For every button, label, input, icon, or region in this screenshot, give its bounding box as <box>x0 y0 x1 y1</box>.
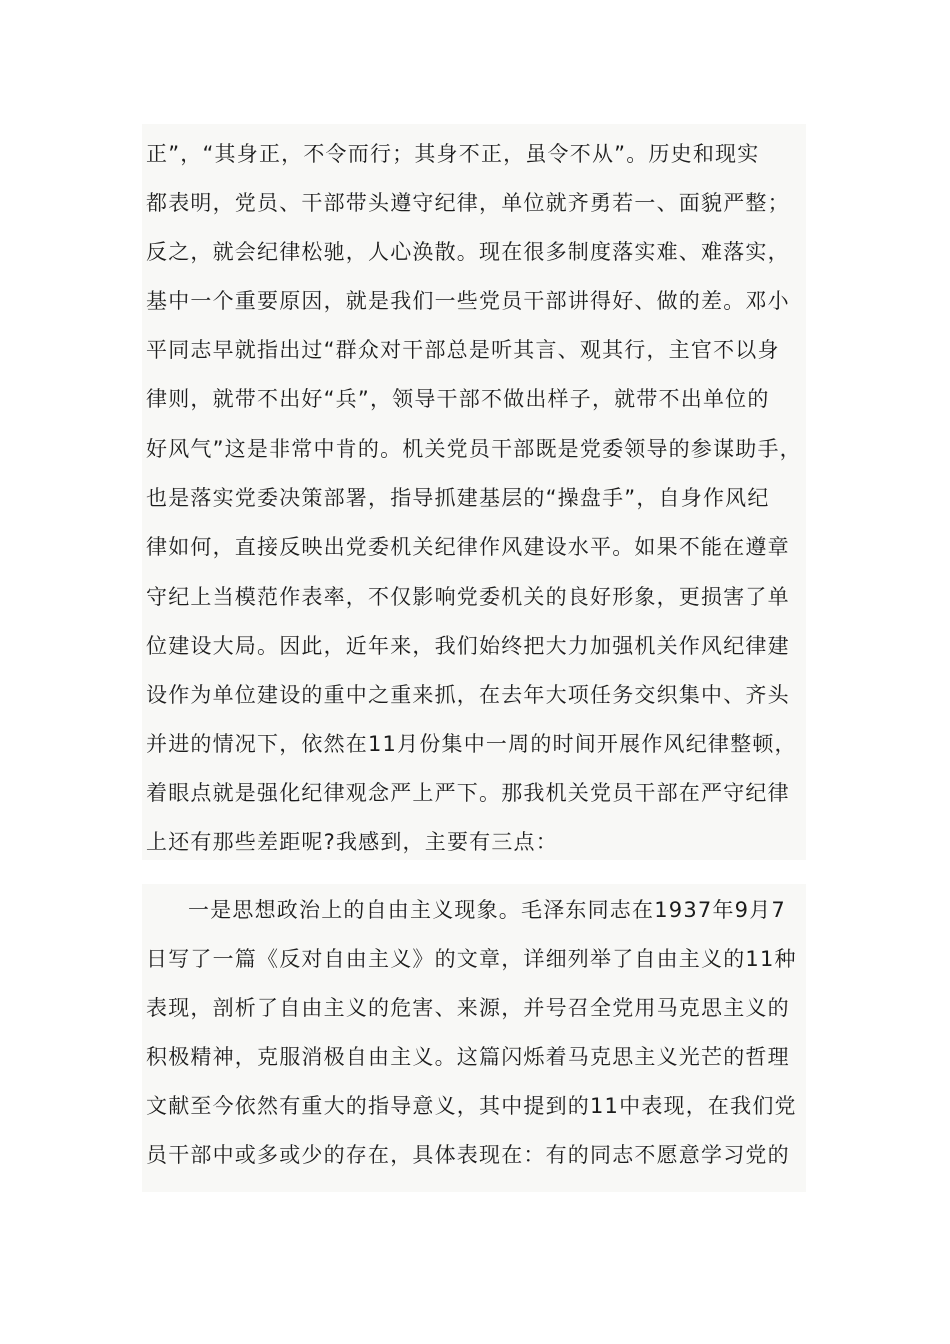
paragraph-line: 反之，就会纪律松驰，人心涣散。现在很多制度落实难、难落实， <box>146 240 790 264</box>
paragraph-2 <box>142 884 806 1192</box>
paragraph-line: 律则，就带不出好“兵”，领导干部不做出样子，就带不出单位的 <box>146 387 770 411</box>
paragraph-line: 位建设大局。因此，近年来，我们始终把大力加强机关作风纪律建 <box>146 634 790 658</box>
paragraph-line: 都表明，党员、干部带头遵守纪律，单位就齐勇若一、面貌严整； <box>146 191 790 215</box>
paragraph-line: 着眼点就是强化纪律观念严上严下。那我机关党员干部在严守纪律 <box>146 781 790 805</box>
paragraph-line: 基中一个重要原因，就是我们一些党员干部讲得好、做的差。邓小 <box>146 289 790 313</box>
paragraph-line: 日写了一篇《反对自由主义》的文章，详细列举了自由主义的11种 <box>146 947 797 971</box>
paragraph-line: 积极精神，克服消极自由主义。这篇闪烁着马克思主义光芒的哲理 <box>146 1045 790 1069</box>
paragraph-line: 正”，“其身正，不令而行；其身不正，虽令不从”。历史和现实 <box>146 142 760 166</box>
paragraph-line: 上还有那些差距呢?我感到，主要有三点： <box>146 830 558 854</box>
paragraph-line: 表现，剖析了自由主义的危害、来源，并号召全党用马克思主义的 <box>146 996 790 1020</box>
paragraph-line: 一是思想政治上的自由主义现象。毛泽东同志在1937年9月7 <box>188 898 786 922</box>
paragraph-line: 设作为单位建设的重中之重来抓，在去年大项任务交织集中、齐头 <box>146 683 790 707</box>
paragraph-1 <box>142 124 806 860</box>
paragraph-line: 也是落实党委决策部署，指导抓建基层的“操盘手”，自身作风纪 <box>146 486 770 510</box>
paragraph-line: 文献至今依然有重大的指导意义，其中提到的11中表现，在我们党 <box>146 1094 797 1118</box>
paragraph-line: 并进的情况下，依然在11月份集中一周的时间开展作风纪律整顿， <box>146 732 797 756</box>
paragraph-line: 平同志早就指出过“群众对干部总是听其言、观其行，主官不以身 <box>146 338 780 362</box>
paragraph-line: 律如何，直接反映出党委机关纪律作风建设水平。如果不能在遵章 <box>146 535 790 559</box>
paragraph-line: 守纪上当模范作表率，不仅影响党委机关的良好形象，更损害了单 <box>146 585 790 609</box>
paragraph-line: 员干部中或多或少的存在，具体表现在：有的同志不愿意学习党的 <box>146 1143 790 1167</box>
paragraph-line: 好风气”这是非常中肯的。机关党员干部既是党委领导的参谋助手， <box>146 437 802 461</box>
